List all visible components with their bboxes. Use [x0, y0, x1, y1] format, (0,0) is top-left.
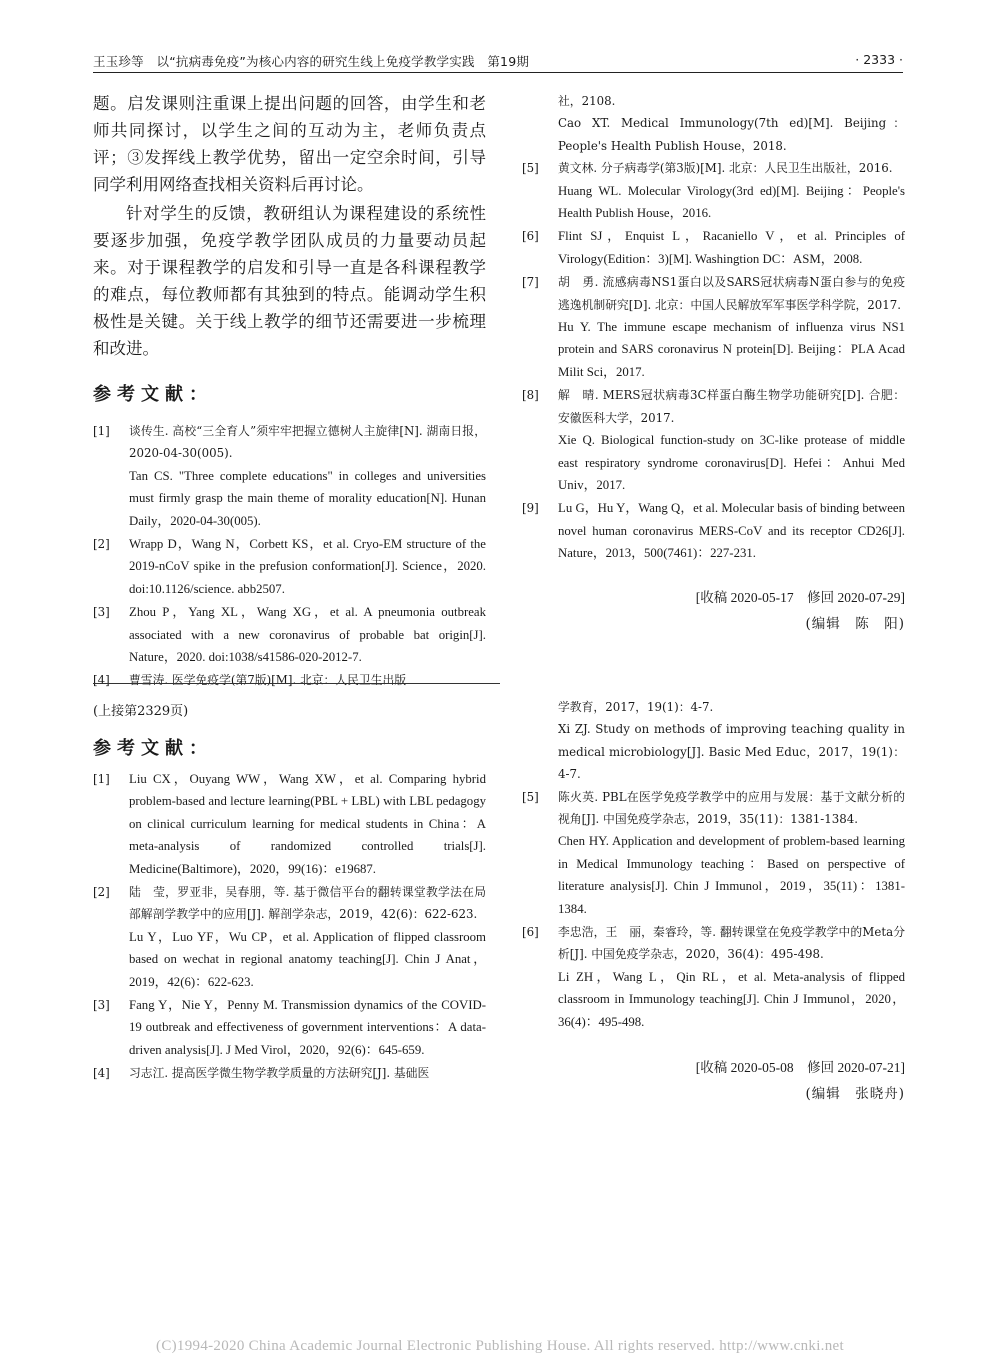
references-heading: 参考文献： [93, 384, 213, 405]
reference-text: 李忠浩，王 丽，秦睿玲，等. 翻转课堂在免疫学教学中的Meta分析[J]. 中国免疫学杂志，2020，36(4)：495-498. [558, 925, 905, 962]
reference-item [93, 420, 486, 532]
reference-item [522, 786, 905, 920]
reference-item [93, 881, 486, 993]
reference-number: [6] [522, 925, 539, 940]
editor-credit: (编辑 陈 阳) [805, 615, 905, 632]
reference-text: Tan CS. "Three complete educations" in colleges and universities must firmly grasp the main theme of morality education[N]. Hunan Daily，2020-04-30(005). [129, 468, 486, 528]
reference-number: [3] [93, 605, 110, 620]
reference-text: Huang WL. Molecular Virology(3rd ed)[M]. Beijing：People's Health Publish House，2016. [558, 183, 905, 221]
lower-right-column [522, 696, 905, 1107]
reference-number: [1] [93, 772, 110, 786]
continuation-line: Xi ZJ. Study on methods of improving teaching quality in medical microbiology[J]. Basic Med Educ，2017，19(1)：4-7. [558, 722, 905, 782]
received-dates: [收稿 2020-05-08 修回 2020-07-21] [695, 1060, 905, 1076]
continuation-line: 社，2108. [558, 94, 616, 108]
reference-text: Li ZH，Wang L，Qin RL，et al. Meta-analysis of flipped classroom in Immunology teaching[J]. Chin J Immunol，2020，36(4)：495-498. [558, 969, 905, 1029]
reference-item [522, 384, 905, 496]
section-divider [93, 683, 500, 684]
reference-number: [9] [522, 501, 539, 516]
continuation-line: Cao XT. Medical Immunology(7th ed)[M]. Beijing：People's Health Publish House，2018. [558, 116, 905, 153]
reference-number: [7] [522, 275, 539, 290]
reference-text: 曹雪涛. 医学免疫学(第7版)[M]. 北京：人民卫生出版 [129, 673, 407, 688]
reference-text: Chen HY. Application and development of problem-based learning in Medical Immunology teaching：Based on perspective of literature analysis[J]. Chin J Immunol，2019，35(11)：1381-1384. [558, 834, 905, 916]
reference-continuation [522, 90, 905, 157]
reference-text: 谈传生. 高校“三全育人”须牢牢把握立德树人主旋律[N]. 湖南日报，2020-04-30(005). [129, 424, 486, 461]
reference-list [522, 157, 905, 564]
upper-right-column [522, 90, 905, 637]
reference-item [522, 271, 905, 383]
reference-text: Lu Y，Luo YF，Wu CP，et al. Application of flipped classroom based on wechat in regional anatomy teaching[J]. Chin J Anat，2019，42(6)：622-623. [129, 929, 486, 989]
reference-text: Hu Y. The immune escape mechanism of influenza virus NS1 protein and SARS coronavirus N protein[D]. Beijing：PLA Acad Milit Sci，2017. [558, 320, 905, 379]
reference-item [522, 497, 905, 564]
lower-left-column [93, 700, 486, 1086]
reference-text: 胡 勇. 流感病毒NS1蛋白以及SARS冠状病毒N蛋白参与的免疫逃逸机制研究[D]. 北京：中国人民解放军军事医学科学院，2017. [558, 275, 905, 312]
reference-text: Fang Y，Nie Y，Penny M. Transmission dynamics of the COVID-19 outbreak and effectiveness of government interventions：A data-driven analysis[J]. J Med Virol，2020，92(6)：645-659. [129, 998, 486, 1057]
reference-item [522, 225, 905, 270]
reference-item [93, 768, 486, 880]
body-paragraph-1: 题。启发课则注重课上提出问题的回答，由学生和老师共同探讨，以学生之间的互动为主，老师负责点评；③发挥线上教学优势，留出一定空余时间，引导同学利用网络查找相关资料后再讨论。 [93, 94, 486, 194]
reference-item [93, 601, 486, 668]
reference-text: Lu G，Hu Y，Wang Q，et al. Molecular basis of binding between novel human coronavirus MERS-CoV and its receptor CD26[J]. Nature，2013，500(7461)：227-231. [558, 501, 905, 561]
reference-number: [2] [93, 885, 110, 900]
reference-number: [4] [93, 1066, 110, 1081]
running-header [93, 50, 903, 73]
reference-text: Wrapp D，Wang N，Corbett KS，et al. Cryo-EM structure of the 2019-nCoV spike in the prefusion conformation[J]. Science，2020. doi:10.1126/science. abb2507. [129, 537, 486, 596]
references-heading: 参考文献： [93, 738, 213, 759]
reference-list [93, 768, 486, 1085]
reference-text: Zhou P，Yang XL，Wang XG，et al. A pneumonia outbreak associated with a new coronavirus of probable bat origin[J]. Nature，2020. doi:1038/s41586-020-2012-7. [129, 605, 486, 665]
editor-credit: (编辑 张晓舟) [805, 1086, 905, 1103]
reference-number: [5] [522, 789, 539, 804]
reference-text: 解 晴. MERS冠状病毒3C样蛋白酶生物学功能研究[D]. 合肥：安徽医科大学，2017. [558, 388, 905, 425]
reference-text: Flint SJ，Enquist L，Racaniello V，et al. Principles of Virology(Edition：3)[M]. Washingtion DC：ASM，2008. [558, 229, 905, 266]
reference-list [93, 420, 486, 692]
reference-continuation [522, 696, 905, 786]
continued-from-note: (上接第2329页) [93, 704, 189, 719]
reference-list [522, 786, 905, 1033]
reference-item [93, 1062, 486, 1084]
reference-text: 陈火英. PBL在医学免疫学教学中的应用与发展：基于文献分析的视角[J]. 中国免疫学杂志，2019，35(11)：1381-1384. [558, 789, 905, 827]
reference-item [93, 669, 486, 691]
reference-text: Liu CX，Ouyang WW，Wang XW，et al. Comparing hybrid problem-based and lecture learning(PBL + LBL) with LBL pedagogy on clinical curriculum learning for medical students in China：A meta-analysis of randomized controlled trials[J]. Medicine(Baltimore)，2020，99(16)：e19687. [129, 772, 486, 876]
reference-text: 陆 莹，罗亚非，吴春朋，等. 基于微信平台的翻转课堂教学法在局部解剖学教学中的应用[J]. 解剖学杂志，2019，42(6)：622-623. [129, 885, 486, 922]
reference-number: [2] [93, 537, 110, 552]
reference-number: [3] [93, 998, 110, 1013]
reference-number: [6] [522, 229, 539, 244]
copyright-footer: (C)1994-2020 China Academic Journal Electronic Publishing House. All rights reserved. http://www.cnki.net [156, 1338, 844, 1354]
reference-item [93, 994, 486, 1061]
reference-number: [1] [93, 424, 110, 438]
reference-number: [4] [93, 673, 110, 688]
reference-text: 习志江. 提高医学微生物学教学质量的方法研究[J]. 基础医 [129, 1066, 430, 1081]
page-number: · 2333 · [855, 52, 903, 67]
reference-text: Xie Q. Biological function-study on 3C-like protease of middle east respiratory syndrome coronavirus[D]. Hefei：Anhui Med Univ，2017. [558, 433, 905, 492]
upper-left-column [93, 90, 486, 693]
reference-text: 黄文林. 分子病毒学(第3版)[M]. 北京：人民卫生出版社，2016. [558, 161, 893, 176]
reference-item [93, 533, 486, 600]
reference-item [522, 921, 905, 1033]
header-title: 王玉珍等 以“抗病毒免疫”为核心内容的研究生线上免疫学教学实践 第19期 [93, 54, 530, 69]
received-dates: [收稿 2020-05-17 修回 2020-07-29] [695, 589, 905, 605]
reference-number: [5] [522, 161, 539, 176]
continuation-line: 学教育，2017，19(1)：4-7. [558, 700, 714, 714]
reference-item [522, 157, 905, 224]
body-paragraph-2: 针对学生的反馈，教研组认为课程建设的系统性要逐步加强，免疫学教学团队成员的力量要动员起来。对于课程教学的启发和引导一直是各科课程教学的难点，每位教师都有其独到的特点。能调动学生积极性是关键。关于线上教学的细节还需要进一步梳理和改进。 [93, 204, 486, 358]
reference-number: [8] [522, 388, 539, 403]
